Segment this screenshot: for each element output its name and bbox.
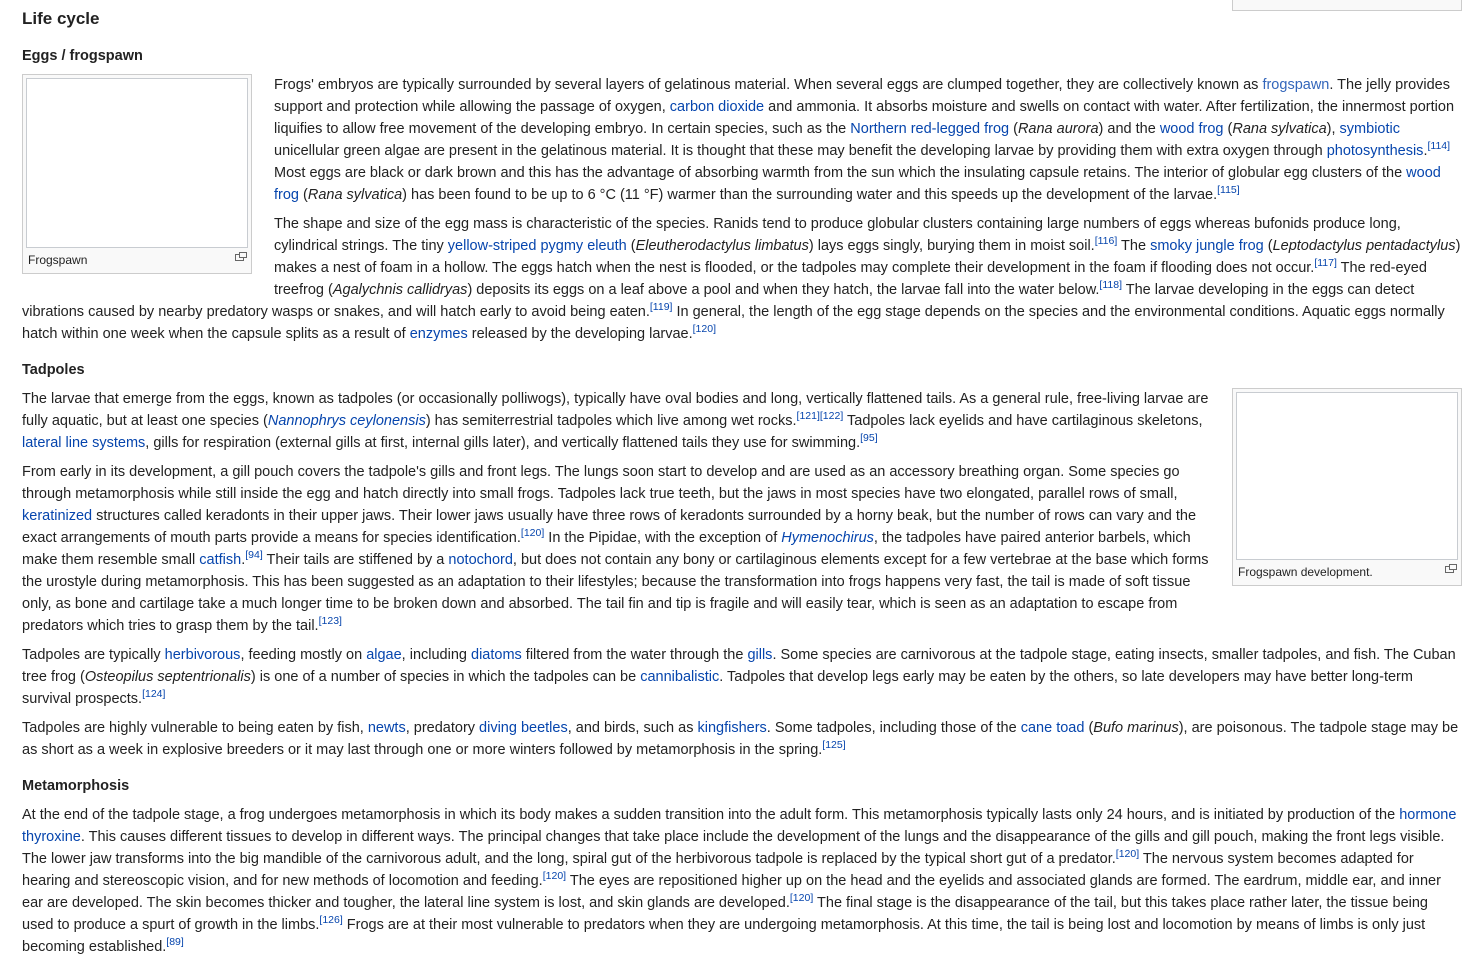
subheading-tadpoles: Tadpoles <box>22 362 85 378</box>
link-catfish[interactable]: catfish <box>199 552 242 568</box>
link-diatoms[interactable]: diatoms <box>471 647 522 663</box>
enlarge-icon[interactable] <box>235 252 246 261</box>
citation[interactable]: [124] <box>142 688 166 701</box>
figure-frogspawn-development[interactable] <box>1232 388 1462 586</box>
citation[interactable]: [117] <box>1314 257 1337 270</box>
paragraph: The shape and size of the egg mass is characteristic of the species. Ranids tend to produce globular clusters containing large numbers of eggs whereas bufonids produce long, cylindrical strings. The tiny yellow-striped pygmy eleuth (Eleutherodactylus limbatus) lays eggs singly, burying them in moist soil.[116] The smoky jungle frog (Leptodactylus pentadactylus) makes a nest of foam in a hollow. The eggs hatch when the nest is flooded, or the tadpoles may complete their development in the foam if flooding does not occur.[117] The red-eyed treefrog (Agalychnis callidryas) deposits its eggs on a leaf above a pool and when they hatch, the larvae fall into the water below.[118] The larvae developing in the eggs can detect vibrations caused by nearby predatory wasps or snakes, and will hatch early to avoid being eaten.[119] In general, the length of the egg stage depends on the species and the environmental conditions. Aquatic eggs normally hatch within one week when the capsule splits as a result of enzymes released by the developing larvae.[120] <box>22 216 1461 342</box>
eggs-section <box>22 45 1462 352</box>
figure-caption: Frogspawn development. <box>1238 565 1373 579</box>
citation[interactable]: [120] <box>542 870 567 883</box>
frogspawn-development-image[interactable] <box>1236 392 1458 560</box>
section-heading-life-cycle: Life cycle <box>22 9 100 28</box>
paragraph: From early in its development, a gill pouch covers the tadpole's gills and front legs. The lungs soon start to develop and are used as an accessory breathing organ. Some species go through metamorphosis while still inside the egg and hatch directly into small frogs. Tadpoles lack true teeth, but the jaws in most species have two elongated, parallel rows of small, keratinized structures called keradonts in their upper jaws. Their lower jaws usually have three rows of keradonts surrounded by a horny beak, but the number of rows can vary and the exact arrangements of mouth parts provide a means for species identification.[120] In the Pipidae, with the exception of Hymenochirus, the tadpoles have paired anterior barbels, which make them resemble small catfish.[94] Their tails are stiffened by a notochord, but does not contain any bony or cartilaginous elements except for a few vertebrae at the base which forms the urostyle during metamorphosis. This has been suggested as an adaptation to their lifestyles; because the transformation into frogs happens very fast, the tail is made of soft tissue only, as bone and cartilage take a much longer time to be broken down and absorbed. The tail fin and tip is fragile and will easily tear, which is seen as an adaptation to escape from predators which tries to grasp them by the tail.[123] <box>22 464 1209 634</box>
metamorphosis-section <box>22 775 1462 965</box>
previous-figure-edge <box>1232 0 1462 11</box>
citation[interactable]: [123] <box>318 615 342 628</box>
link-newts[interactable]: newts <box>367 720 406 736</box>
link-diving-beetles[interactable]: diving beetles <box>479 720 568 736</box>
link-algae[interactable]: algae <box>366 647 402 663</box>
citation[interactable]: [94] <box>245 549 263 562</box>
citation[interactable]: [126] <box>319 914 343 927</box>
citation[interactable]: [120] <box>692 323 716 336</box>
link-hormone-thyroxine[interactable]: hormone thyroxine <box>22 807 1457 845</box>
subheading-eggs: Eggs / frogspawn <box>22 48 143 64</box>
link-kingfishers[interactable]: kingfishers <box>697 720 767 736</box>
link-notochord[interactable]: notochord <box>448 552 513 568</box>
figure-frogspawn[interactable] <box>22 74 252 274</box>
citation[interactable]: [121][122] <box>796 410 844 423</box>
link-lateral-line-systems[interactable]: lateral line systems <box>22 435 146 451</box>
citation[interactable]: [118] <box>1099 279 1122 292</box>
link-yellow-striped-pygmy-eleuth[interactable]: yellow-striped pygmy eleuth <box>447 238 627 254</box>
citation[interactable]: [114] <box>1427 140 1451 153</box>
subheading-metamorphosis: Metamorphosis <box>22 778 130 794</box>
link-enzymes[interactable]: enzymes <box>409 326 468 342</box>
link-wood-frog[interactable]: wood frog <box>1159 121 1224 137</box>
tadpoles-section <box>22 359 1462 768</box>
citation[interactable]: [120] <box>1115 848 1140 861</box>
citation[interactable]: [119] <box>649 301 673 314</box>
frogspawn-image[interactable] <box>26 78 248 248</box>
link-smoky-jungle-frog[interactable]: smoky jungle frog <box>1150 238 1264 254</box>
paragraph: The larvae that emerge from the eggs, known as tadpoles (or occasionally polliwogs), typically have oval bodies and long, vertically flattened tails. As a general rule, free-living larvae are fully aquatic, but at least one species (Nannophrys ceylonensis) has semiterrestrial tadpoles which live among wet rocks.[121][122] Tadpoles lack eyelids and have cartilaginous skeletons, lateral line systems, gills for respiration (external gills at first, internal gills later), and vertically flattened tails they use for swimming.[95] <box>22 391 1209 451</box>
link-cane-toad[interactable]: cane toad <box>1020 720 1085 736</box>
citation[interactable]: [115] <box>1217 184 1240 197</box>
figure-caption: Frogspawn <box>28 253 88 267</box>
paragraph: At the end of the tadpole stage, a frog undergoes metamorphosis in which its body makes a sudden transition into the adult form. This metamorphosis typically lasts only 24 hours, and is initiated by production of the hormone thyroxine. This causes different tissues to develop in different ways. The principal changes that take place include the development of the lungs and the disappearance of the gills and gill pouch, making the front legs visible. The lower jaw transforms into the big mandible of the carnivorous adult, and the long, spiral gut of the herbivorous tadpole is replaced by the typical short gut of a predator.[120] The nervous system becomes adapted for hearing and stereoscopic vision, and for new methods of locomotion and feeding.[120] The eyes are repositioned higher up on the head and the eyelids and associated glands are formed. The eardrum, middle ear, and inner ear are developed. The skin becomes thicker and tougher, the lateral line system is lost, and skin glands are developed.[120] The final stage is the disappearance of the tail, but this takes place rather later, the tissue being used to produce a spurt of growth in the limbs.[126] Frogs are at their most vulnerable to predators when they are undergoing metamorphosis. At this time, the tail is being lost and locomotion by means of limbs is only just becoming established.[89] <box>22 807 1457 955</box>
paragraph: Frogs' embryos are typically surrounded by several layers of gelatinous material. When several eggs are clumped together, they are collectively known as frogspawn. The jelly provides support and protection while allowing the passage of oxygen, carbon dioxide and ammonia. It absorbs moisture and swells on contact with water. After fertilization, the innermost portion liquifies to allow free movement of the developing embryo. In certain species, such as the Northern red-legged frog (Rana aurora) and the wood frog (Rana sylvatica), symbiotic unicellular green algae are present in the gelatinous material. It is thought that these may benefit the developing larvae by providing them with extra oxygen through photosynthesis.[114] Most eggs are black or dark brown and this has the advantage of absorbing warmth from the sun which the insulating capsule retains. The interior of globular egg clusters of the wood frog (Rana sylvatica) has been found to be up to 6 °C (11 °F) warmer than the surrounding water and this speeds up the development of the larvae.[115] <box>274 77 1455 203</box>
citation[interactable]: [89] <box>166 936 184 949</box>
citation[interactable]: [125] <box>822 739 846 752</box>
link-symbiotic[interactable]: symbiotic <box>1339 121 1400 137</box>
link-cannibalistic[interactable]: cannibalistic <box>640 669 720 685</box>
citation[interactable]: [120] <box>789 892 814 905</box>
citation[interactable]: [120] <box>520 527 545 540</box>
link-keratinized[interactable]: keratinized <box>22 508 93 524</box>
citation[interactable]: [95] <box>860 432 878 445</box>
link-hymenochirus[interactable]: Hymenochirus <box>781 530 874 546</box>
link-herbivorous[interactable]: herbivorous <box>164 647 241 663</box>
link-photosynthesis[interactable]: photosynthesis <box>1326 143 1424 159</box>
citation[interactable]: [116] <box>1094 235 1118 248</box>
enlarge-icon[interactable] <box>1445 564 1456 573</box>
paragraph: Tadpoles are highly vulnerable to being eaten by fish, newts, predatory diving beetles, and birds, such as kingfishers. Some tadpoles, including those of the cane toad (Bufo marinus), are poisonous. The tadpole stage may be as short as a week in explosive breeders or it may last through one or more winters followed by metamorphosis in the spring.[125] <box>22 720 1459 758</box>
paragraph: Tadpoles are typically herbivorous, feeding mostly on algae, including diatoms filtered from the water through the gills. Some species are carnivorous at the tadpole stage, eating insects, smaller tadpoles, and fish. The Cuban tree frog (Osteopilus septentrionalis) is one of a number of species in which the tadpoles can be cannibalistic. Tadpoles that develop legs early may be eaten by the others, so late developers may have better long-term survival prospects.[124] <box>22 647 1456 707</box>
link-northern-red-legged-frog[interactable]: Northern red-legged frog <box>850 121 1010 137</box>
link-gills[interactable]: gills <box>747 647 773 663</box>
link-carbon-dioxide[interactable]: carbon dioxide <box>669 99 765 115</box>
link-wood-frog[interactable]: wood frog <box>274 165 1441 203</box>
link-frogspawn[interactable]: frogspawn <box>1262 77 1330 93</box>
link-nannophrys-ceylonensis[interactable]: Nannophrys ceylonensis <box>267 413 426 429</box>
